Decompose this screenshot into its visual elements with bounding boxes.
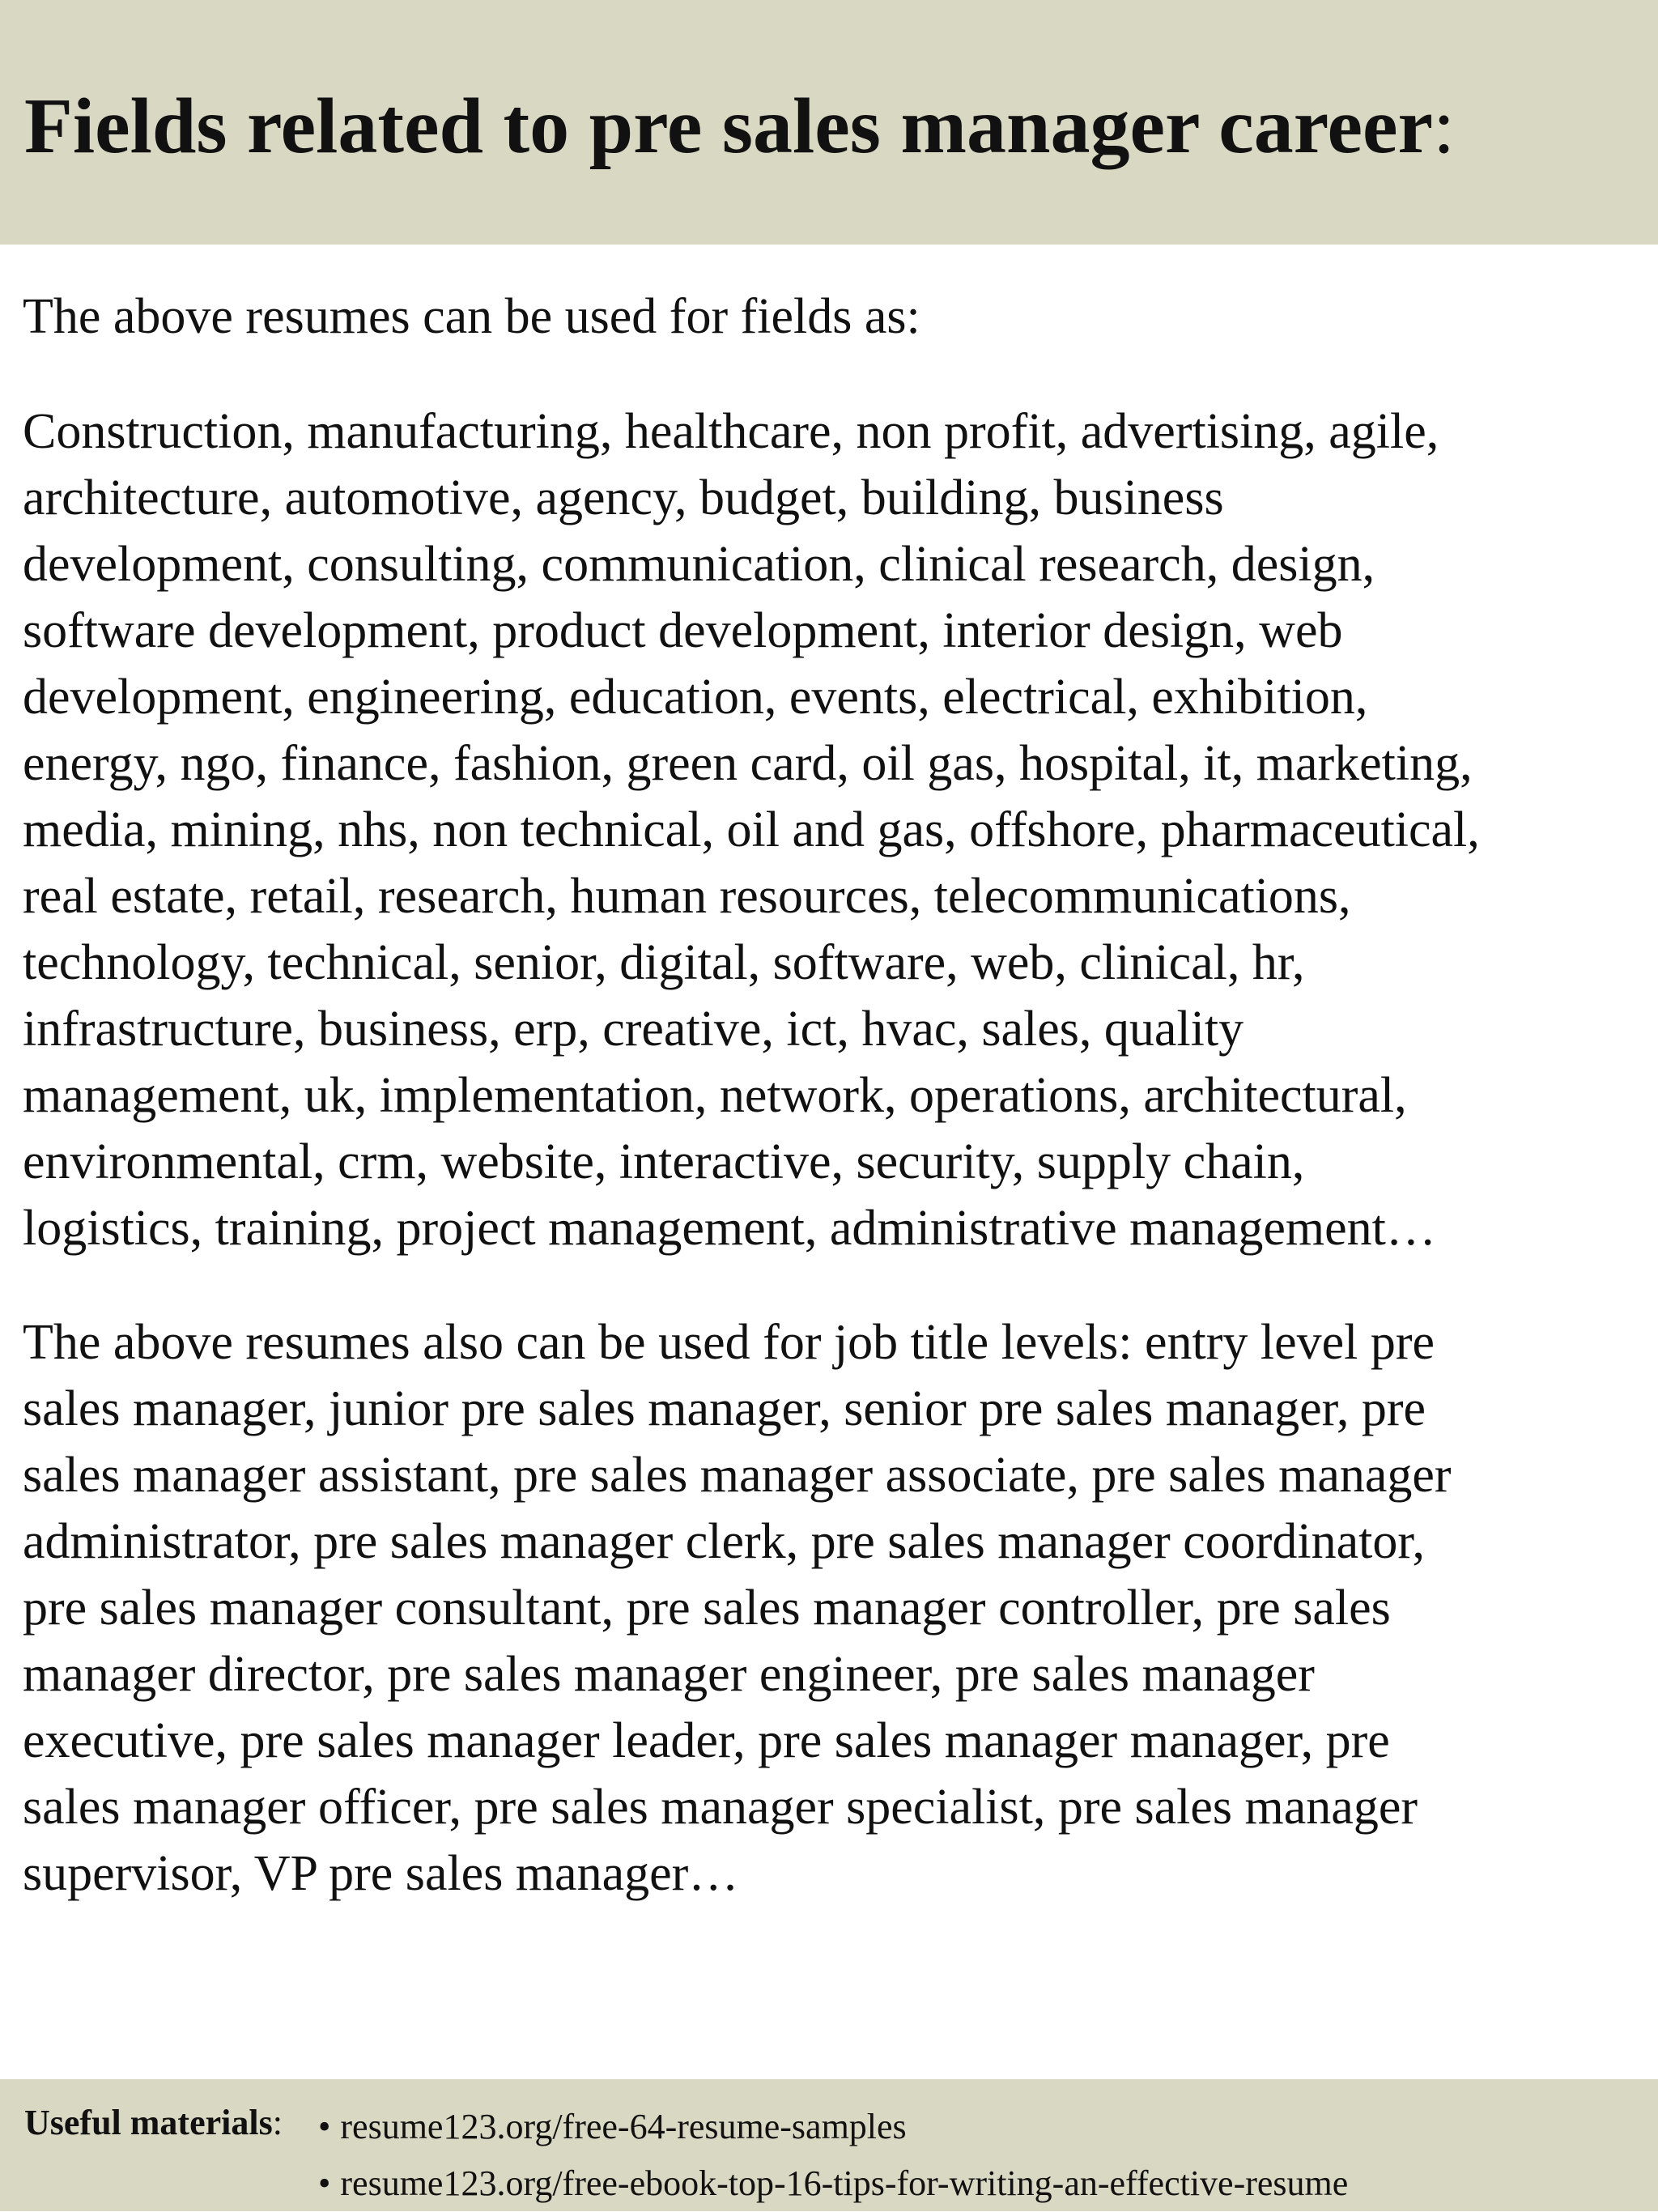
useful-material-link[interactable]: resume123.org/free-64-resume-samples [340, 2107, 907, 2146]
levels-line: administrator, pre sales manager clerk, pre sales manager coordinator, [23, 1514, 1426, 1569]
fields-line: management, uk, implementation, network, operations, architectural, [23, 1068, 1407, 1123]
levels-line: pre sales manager consultant, pre sales manager controller, pre sales [23, 1580, 1391, 1636]
bullet-icon: • [318, 2163, 331, 2203]
fields-line: development, consulting, communication, clinical research, design, [23, 537, 1375, 592]
fields-line: architecture, automotive, agency, budget, building, business [23, 470, 1224, 525]
page-title-text: Fields related to pre sales manager career [24, 83, 1433, 170]
intro-paragraph: The above resumes can be used for fields as: [23, 289, 920, 344]
page-title [24, 78, 1455, 175]
fields-line: real estate, retail, research, human resources, telecommunications, [23, 869, 1351, 924]
fields-line: Construction, manufacturing, healthcare, non profit, advertising, agile, [23, 404, 1439, 459]
useful-material-item [318, 2099, 1348, 2155]
header-band [0, 0, 1658, 245]
useful-materials-label-text: Useful materials [24, 2103, 273, 2142]
useful-materials-list [318, 2099, 1348, 2212]
fields-line: environmental, crm, website, interactive, security, supply chain, [23, 1134, 1305, 1189]
footer-band [0, 2079, 1658, 2211]
page-title-colon: : [1432, 83, 1456, 170]
fields-line: technology, technical, senior, digital, software, web, clinical, hr, [23, 935, 1305, 990]
levels-line: sales manager assistant, pre sales manager associate, pre sales manager [23, 1448, 1452, 1503]
useful-materials-label [24, 2099, 283, 2147]
useful-material-link[interactable]: resume123.org/free-ebook-top-16-tips-for-writing-an-effective-resume [340, 2163, 1349, 2203]
fields-line: infrastructure, business, erp, creative, ict, hvac, sales, quality [23, 1002, 1244, 1057]
levels-line: supervisor, VP pre sales manager… [23, 1846, 739, 1901]
fields-line: development, engineering, education, events, electrical, exhibition, [23, 670, 1368, 725]
useful-material-item [318, 2155, 1348, 2212]
bullet-icon: • [318, 2107, 331, 2146]
job-levels-paragraph [23, 1309, 1642, 1907]
useful-materials-label-colon: : [272, 2103, 283, 2142]
fields-paragraph [23, 398, 1642, 1261]
levels-line: manager director, pre sales manager engineer, pre sales manager [23, 1647, 1315, 1702]
levels-line: executive, pre sales manager leader, pre sales manager manager, pre [23, 1713, 1390, 1768]
levels-line: sales manager, junior pre sales manager, senior pre sales manager, pre [23, 1381, 1426, 1436]
fields-line: logistics, training, project management, administrative management… [23, 1201, 1436, 1256]
fields-line: software development, product development, interior design, web [23, 603, 1343, 658]
levels-line: sales manager officer, pre sales manager specialist, pre sales manager [23, 1780, 1418, 1835]
fields-line: media, mining, nhs, non technical, oil and gas, offshore, pharmaceutical, [23, 802, 1480, 857]
levels-line: The above resumes also can be used for job title levels: entry level pre [23, 1315, 1435, 1370]
fields-line: energy, ngo, finance, fashion, green card, oil gas, hospital, it, marketing, [23, 736, 1473, 791]
